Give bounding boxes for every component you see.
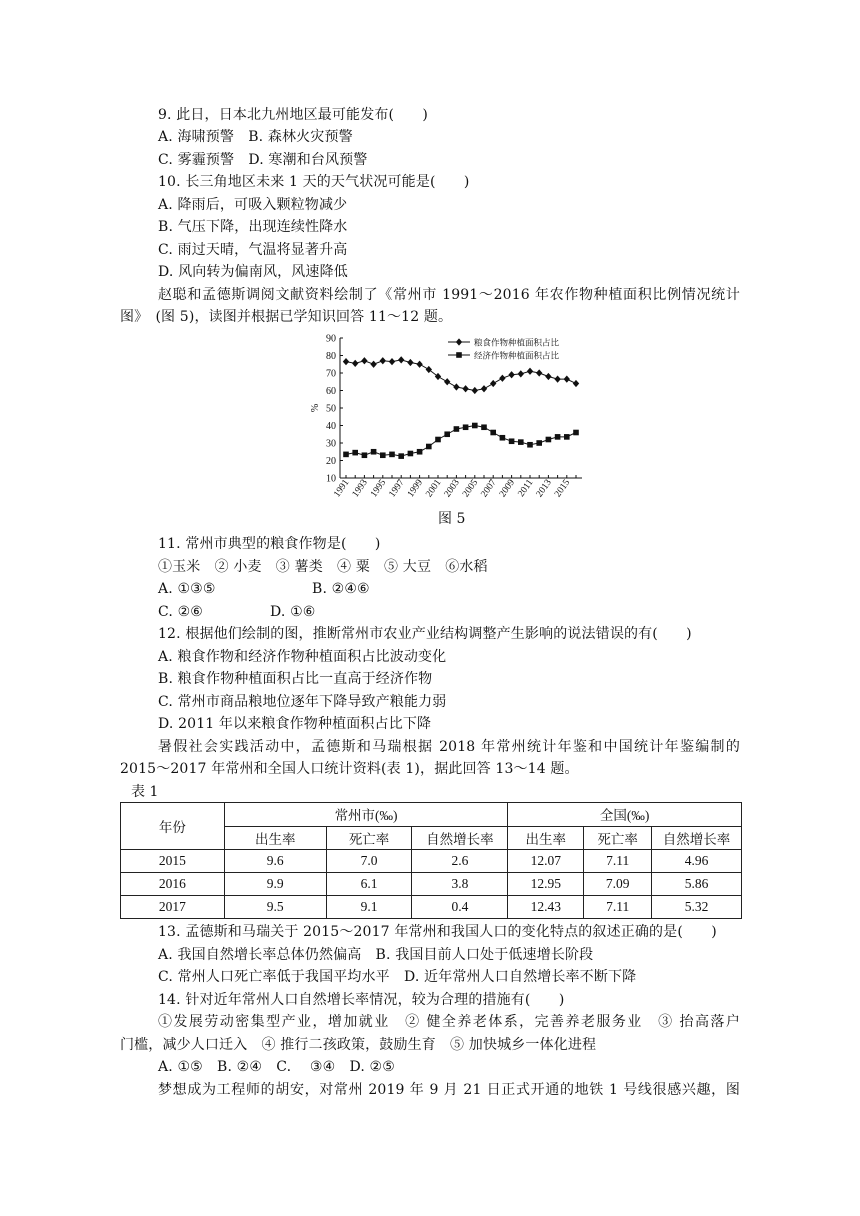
- table-cell: 2016: [121, 873, 225, 896]
- data-point-diamond: [573, 380, 579, 387]
- data-point-diamond: [416, 361, 422, 368]
- q10-option-b: B. 气压下降，出现连续性降水: [158, 219, 348, 235]
- figure-caption: 图 5: [438, 511, 466, 527]
- q11-answer-row-2: [158, 601, 748, 623]
- data-point-diamond: [490, 380, 496, 387]
- x-tick-label: 2015: [553, 477, 573, 500]
- table-subheader: 死亡率: [584, 826, 652, 850]
- table-cell: 6.1: [326, 873, 412, 896]
- table-header-year: 年份: [121, 803, 225, 850]
- y-tick-label: 60: [326, 386, 336, 397]
- data-point-square: [417, 449, 423, 455]
- y-tick-label: 20: [326, 456, 336, 467]
- q11-option-c: C. ②⑥: [158, 604, 203, 620]
- y-tick-label: 50: [326, 403, 336, 415]
- table-subheader: 自然增长率: [412, 826, 508, 850]
- data-point-square: [527, 442, 533, 448]
- x-tick-label: 1991: [332, 477, 352, 500]
- next-section-intro: 梦想成为工程师的胡安，对常州 2019 年 9 月 21 日正式开通的地铁 1 号线很感兴趣，图: [158, 1082, 740, 1098]
- q12-stem: 12. 根据他们绘制的图，推断常州市农业产业结构调整产生影响的说法错误的有( ): [158, 626, 692, 642]
- q10-option-a: A. 降雨后，可吸入颗粒物减少: [158, 197, 348, 213]
- table-cell: 2.6: [412, 850, 508, 873]
- data-point-square: [509, 438, 515, 444]
- figure-intro-line1: 赵聪和孟德斯调阅文献资料绘制了《常州市 1991～2016 年农作物种植面积比例情况统计: [158, 287, 740, 303]
- x-tick-label: 1997: [387, 477, 407, 500]
- data-point-square: [555, 434, 561, 440]
- table-cell: 9.5: [224, 896, 326, 919]
- data-point-diamond: [527, 368, 533, 375]
- data-point-square: [463, 424, 469, 430]
- x-tick-label: 2011: [516, 477, 536, 500]
- table-intro-line2: 2015～2017 年常州和全国人口统计资料(表 1)，据此回答 13～14 题。: [120, 761, 579, 777]
- data-point-square: [389, 452, 395, 458]
- data-point-square: [444, 431, 450, 437]
- data-point-diamond: [518, 370, 524, 377]
- q10-stem: 10. 长三角地区未来 1 天的天气状况可能是( ): [158, 174, 470, 190]
- table-cell: 2015: [121, 850, 225, 873]
- data-point-diamond: [389, 358, 395, 365]
- table-cell: 9.9: [224, 873, 326, 896]
- table-subheader: 自然增长率: [652, 826, 742, 850]
- table-cell: 12.07: [508, 850, 584, 873]
- q14-measures-line1: ①发展劳动密集型产业，增加就业 ② 健全养老体系，完善养老服务业 ③ 抬高落户: [158, 1014, 740, 1030]
- data-point-diamond: [435, 373, 441, 380]
- q14-answer-options: A. ①⑤ B. ②④ C. ③④ D. ②⑤: [158, 1059, 395, 1075]
- q12-option-d: D. 2011 年以来粮食作物种植面积占比下降: [158, 716, 432, 732]
- data-point-diamond: [352, 360, 358, 367]
- data-point-diamond: [554, 376, 560, 383]
- data-point-square: [481, 424, 487, 430]
- q14-stem: 14. 针对近年常州人口自然增长率情况，较为合理的措施有( ): [158, 992, 565, 1008]
- data-point-square: [536, 440, 542, 446]
- data-point-square: [426, 444, 432, 450]
- legend-marker-square: [456, 352, 462, 358]
- table-label: 表 1: [131, 784, 159, 800]
- data-point-square: [500, 435, 506, 441]
- q12-option-c: C. 常州市商品粮地位逐年下降导致产粮能力弱: [158, 694, 447, 710]
- data-point-square: [352, 450, 358, 456]
- table-cell: 9.6: [224, 850, 326, 873]
- q12-option-a: A. 粮食作物和经济作物种植面积占比波动变化: [158, 649, 447, 665]
- table-cell: 5.86: [652, 873, 742, 896]
- x-tick-label: 2007: [479, 477, 499, 500]
- data-point-diamond: [453, 383, 459, 390]
- table-row: [121, 896, 742, 919]
- data-point-square: [398, 453, 404, 459]
- data-point-diamond: [472, 387, 478, 394]
- q11-options: ①玉米 ② 小麦 ③ 薯类 ④ 粟 ⑤ 大豆 ⑥水稻: [158, 559, 488, 575]
- data-point-square: [380, 452, 386, 458]
- q9-options-line2: C. 雾霾预警 D. 寒潮和台风预警: [158, 152, 368, 168]
- q10-option-c: C. 雨过天晴，气温将显著升高: [158, 242, 348, 258]
- x-tick-label: 1995: [369, 477, 389, 500]
- q12-option-b: B. 粮食作物种植面积占比一直高于经济作物: [158, 671, 433, 687]
- q14-measures-line2: 门槛，减少人口迁入 ④ 推行二孩政策，鼓励生育 ⑤ 加快城乡一体化进程: [120, 1037, 597, 1053]
- data-point-diamond: [564, 376, 570, 383]
- table-cell: 9.1: [326, 896, 412, 919]
- data-point-square: [490, 430, 496, 436]
- q9-stem: 9. 此日，日本北九州地区最可能发布( ): [158, 107, 429, 123]
- data-point-diamond: [407, 359, 413, 366]
- crop-area-share-chart: [300, 330, 600, 510]
- data-point-diamond: [380, 357, 386, 364]
- data-point-diamond: [536, 369, 542, 376]
- table-subheader: 死亡率: [326, 826, 412, 850]
- data-point-diamond: [370, 361, 376, 368]
- table-cell: 5.32: [652, 896, 742, 919]
- table-row: [121, 850, 742, 873]
- q11-option-b: B. ②④⑥: [312, 581, 370, 597]
- x-tick-label: 2013: [534, 477, 554, 500]
- data-point-square: [472, 423, 478, 429]
- data-point-square: [573, 430, 579, 436]
- y-tick-label: 90: [326, 333, 336, 345]
- data-point-square: [454, 426, 460, 432]
- y-axis-label: %: [310, 403, 321, 413]
- table-header-changzhou: 常州市(‰): [224, 803, 507, 827]
- q13-options-line2: C. 常州人口死亡率低于我国平均水平 D. 近年常州人口自然增长率不断下降: [158, 969, 637, 985]
- data-point-diamond: [462, 385, 468, 392]
- x-tick-label: 2009: [497, 477, 518, 500]
- data-point-square: [362, 452, 368, 458]
- table-subheader: 出生率: [224, 826, 326, 850]
- legend-marker-diamond: [456, 338, 462, 345]
- data-point-square: [518, 439, 524, 445]
- x-tick-label: 1999: [405, 477, 426, 500]
- data-point-diamond: [499, 375, 505, 382]
- y-tick-label: 30: [326, 438, 336, 450]
- data-point-diamond: [343, 358, 349, 365]
- table-subheader: 出生率: [508, 826, 584, 850]
- data-point-diamond: [545, 373, 551, 380]
- series-line: [346, 360, 576, 391]
- y-tick-label: 70: [326, 368, 336, 380]
- q13-options-line1: A. 我国自然增长率总体仍然偏高 B. 我国目前人口处于低速增长阶段: [158, 947, 594, 963]
- table-row: [121, 873, 742, 896]
- q11-option-d: D. ①⑥: [270, 604, 316, 620]
- figure-intro-line2: 图》 (图 5)，读图并根据已学知识回答 11～12 题。: [120, 309, 453, 325]
- x-tick-label: 2003: [442, 477, 462, 500]
- data-point-square: [371, 449, 377, 455]
- population-table: [120, 802, 742, 919]
- table-cell: 7.0: [326, 850, 412, 873]
- data-point-diamond: [398, 356, 404, 363]
- q11-option-a: A. ①③⑤: [158, 581, 216, 597]
- table-cell: 2017: [121, 896, 225, 919]
- data-point-square: [546, 437, 552, 443]
- table-cell: 4.96: [652, 850, 742, 873]
- q13-stem: 13. 孟德斯和马瑞关于 2015～2017 年常州和我国人口的变化特点的叙述正确的是( ): [158, 924, 717, 940]
- data-point-diamond: [426, 366, 432, 373]
- data-point-square: [564, 434, 570, 440]
- y-tick-label: 80: [326, 351, 336, 362]
- q11-answer-row-1: [158, 578, 748, 600]
- q10-option-d: D. 风向转为偏南风，风速降低: [158, 264, 348, 280]
- data-point-diamond: [481, 385, 487, 392]
- data-point-square: [343, 452, 349, 458]
- q9-options-line1: A. 海啸预警 B. 森林火灾预警: [158, 129, 353, 145]
- table-header-national: 全国(‰): [508, 803, 742, 827]
- data-point-diamond: [361, 357, 367, 364]
- x-tick-label: 2005: [461, 477, 481, 500]
- legend-label: 经济作物种植面积占比: [474, 350, 560, 361]
- data-point-diamond: [508, 371, 514, 378]
- q11-stem: 11. 常州市典型的粮食作物是( ): [158, 536, 381, 552]
- table-cell: 12.95: [508, 873, 584, 896]
- table-cell: 7.09: [584, 873, 652, 896]
- table-cell: 3.8: [412, 873, 508, 896]
- table-cell: 7.11: [584, 896, 652, 919]
- x-tick-label: 2001: [424, 477, 444, 500]
- legend-label: 粮食作物种植面积占比: [474, 337, 560, 348]
- y-tick-label: 10: [326, 473, 336, 485]
- data-point-square: [435, 437, 441, 443]
- x-tick-label: 1993: [350, 477, 370, 500]
- y-tick-label: 40: [326, 421, 336, 432]
- table-intro-line1: 暑假社会实践活动中，孟德斯和马瑞根据 2018 年常州统计年鉴和中国统计年鉴编制的: [158, 739, 740, 755]
- table-cell: 7.11: [584, 850, 652, 873]
- data-point-square: [408, 451, 414, 457]
- table-cell: 12.43: [508, 896, 584, 919]
- data-point-diamond: [444, 378, 450, 385]
- table-cell: 0.4: [412, 896, 508, 919]
